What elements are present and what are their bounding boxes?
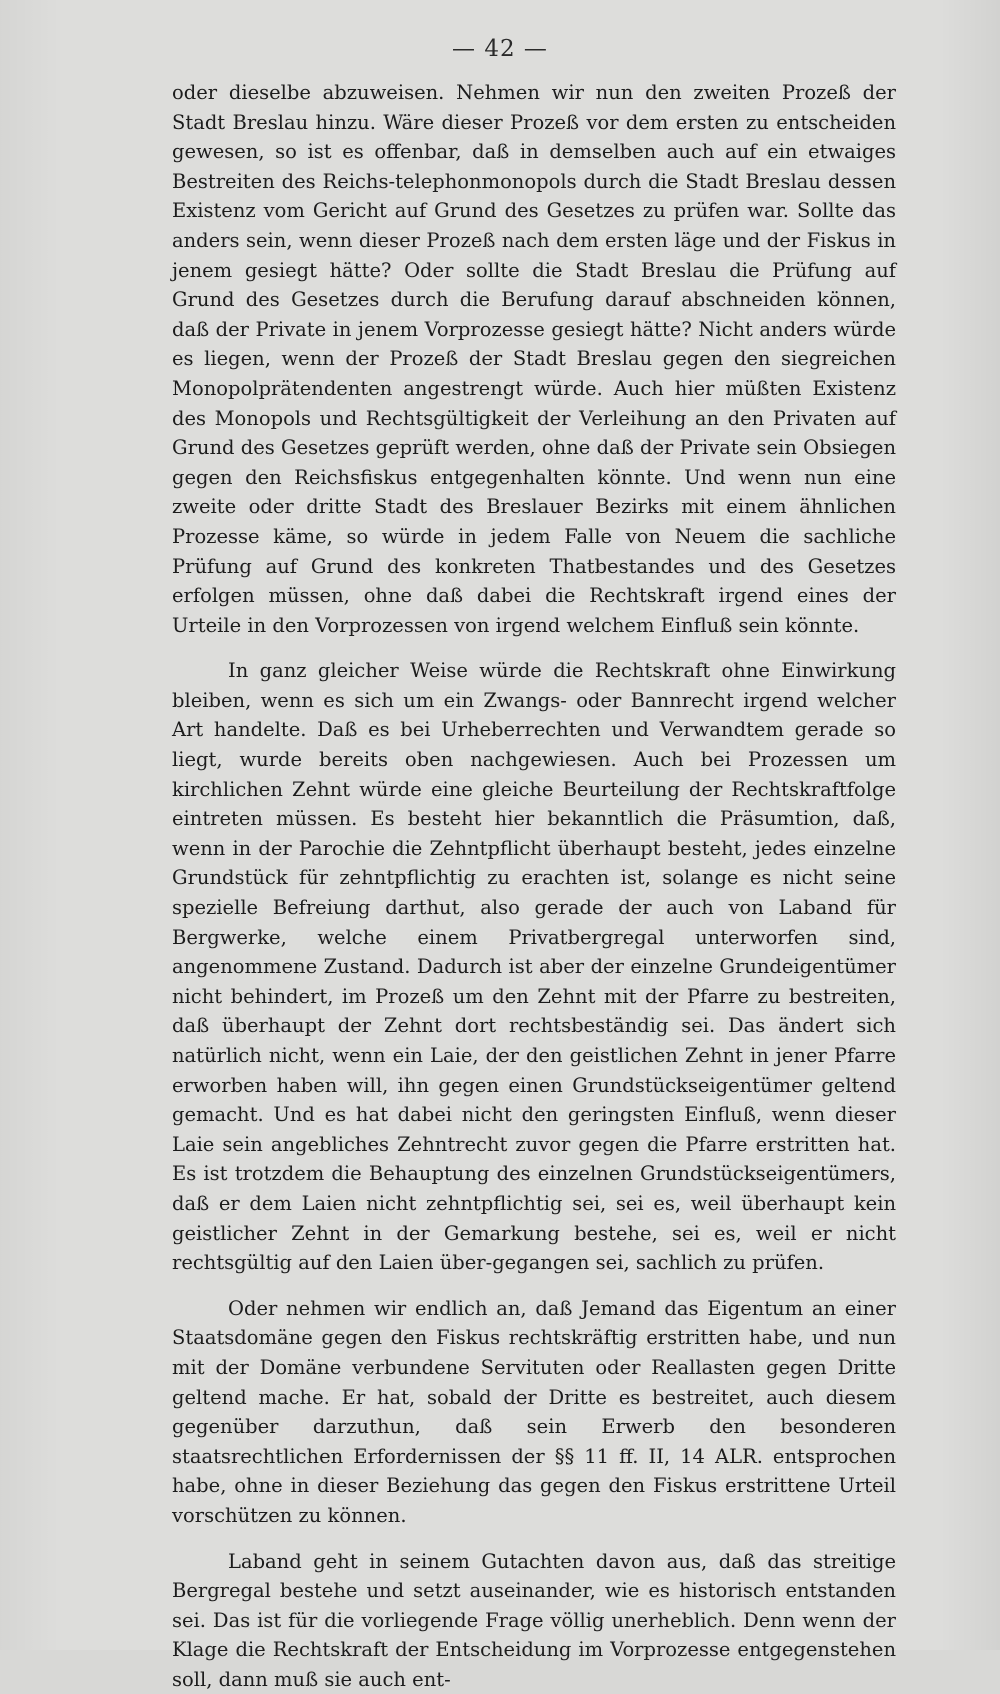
page-number: — 42 —: [0, 36, 1000, 62]
paragraph: In ganz gleicher Weise würde die Rechtskraft ohne Einwirkung bleiben, wenn es sich um ein Zwangs- oder Bannrecht irgend welcher Art handelte. Daß es bei Urheberrechten und Verwandtem gerade so liegt, wurde bereits oben nachgewiesen. Auch bei Prozessen um kirchlichen Zehnt würde eine gleiche Beurteilung der Rechtskraftfolge eintreten müssen. Es besteht hier bekanntlich die Präsumtion, daß, wenn in der Parochie die Zehntpflicht überhaupt besteht, jedes einzelne Grundstück für zehntpflichtig zu erachten ist, solange es nicht seine spezielle Befreiung darthut, also gerade der auch von Laband für Bergwerke, welche einem Privatbergregal unterworfen sind, angenommene Zustand. Dadurch ist aber der einzelne Grundeigentümer nicht behindert, im Prozeß um den Zehnt mit der Pfarre zu bestreiten, daß überhaupt der Zehnt dort rechtsbeständig sei. Das ändert sich natürlich nicht, wenn ein Laie, der den geistlichen Zehnt in jener Pfarre erworben haben will, ihn gegen einen Grundstückseigentümer geltend gemacht. Und es hat dabei nicht den geringsten Einfluß, wenn dieser Laie sein angebliches Zehntrecht zuvor gegen die Pfarre erstritten hat. Es ist trotzdem die Behauptung des einzelnen Grundstückseigentümers, daß er dem Laien nicht zehntpflichtig sei, sei es, weil überhaupt kein geistlicher Zehnt in der Gemarkung bestehe, sei es, weil er nicht rechtsgültig auf den Laien über-gegangen sei, sachlich zu prüfen.: [172, 656, 896, 1277]
paragraph: Oder nehmen wir endlich an, daß Jemand das Eigentum an einer Staatsdomäne gegen den Fiskus rechtskräftig erstritten habe, und nun mit der Domäne verbundene Servituten oder Reallasten gegen Dritte geltend mache. Er hat, sobald der Dritte es bestreitet, auch diesem gegenüber darzuthun, daß sein Erwerb den besonderen staatsrechtlichen Erfordernissen der §§ 11 ff. II, 14 ALR. entsprochen habe, ohne in dieser Beziehung das gegen den Fiskus erstrittene Urteil vorschützen zu können.: [172, 1294, 896, 1531]
paragraph: Laband geht in seinem Gutachten davon aus, daß das streitige Bergregal bestehe und setzt auseinander, wie es historisch entstanden sei. Das ist für die vorliegende Frage völlig unerheblich. Denn wenn der Klage die Rechtskraft der Entscheidung im Vorprozesse entgegenstehen soll, dann muß sie auch ent-: [172, 1547, 896, 1694]
body-text: [172, 78, 896, 1694]
paragraph: oder dieselbe abzuweisen. Nehmen wir nun den zweiten Prozeß der Stadt Breslau hinzu. Wäre dieser Prozeß vor dem ersten zu entscheiden gewesen, so ist es offenbar, daß in demselben auch auf ein etwaiges Bestreiten des Reichs-telephonmonopols durch die Stadt Breslau dessen Existenz vom Gericht auf Grund des Gesetzes zu prüfen war. Sollte das anders sein, wenn dieser Prozeß nach dem ersten läge und der Fiskus in jenem gesiegt hätte? Oder sollte die Stadt Breslau die Prüfung auf Grund des Gesetzes durch die Berufung darauf abschneiden können, daß der Private in jenem Vorprozesse gesiegt hätte? Nicht anders würde es liegen, wenn der Prozeß der Stadt Breslau gegen den siegreichen Monopolprätendenten angestrengt würde. Auch hier müßten Existenz des Monopols und Rechtsgültigkeit der Verleihung an den Privaten auf Grund des Gesetzes geprüft werden, ohne daß der Private sein Obsiegen gegen den Reichsfiskus entgegenhalten könnte. Und wenn nun eine zweite oder dritte Stadt des Breslauer Bezirks mit einem ähnlichen Prozesse käme, so würde in jedem Falle von Neuem die sachliche Prüfung auf Grund des konkreten Thatbestandes und des Gesetzes erfolgen müssen, ohne daß dabei die Rechtskraft irgend eines der Urteile in den Vorprozessen von irgend welchem Einfluß sein könnte.: [172, 78, 896, 640]
